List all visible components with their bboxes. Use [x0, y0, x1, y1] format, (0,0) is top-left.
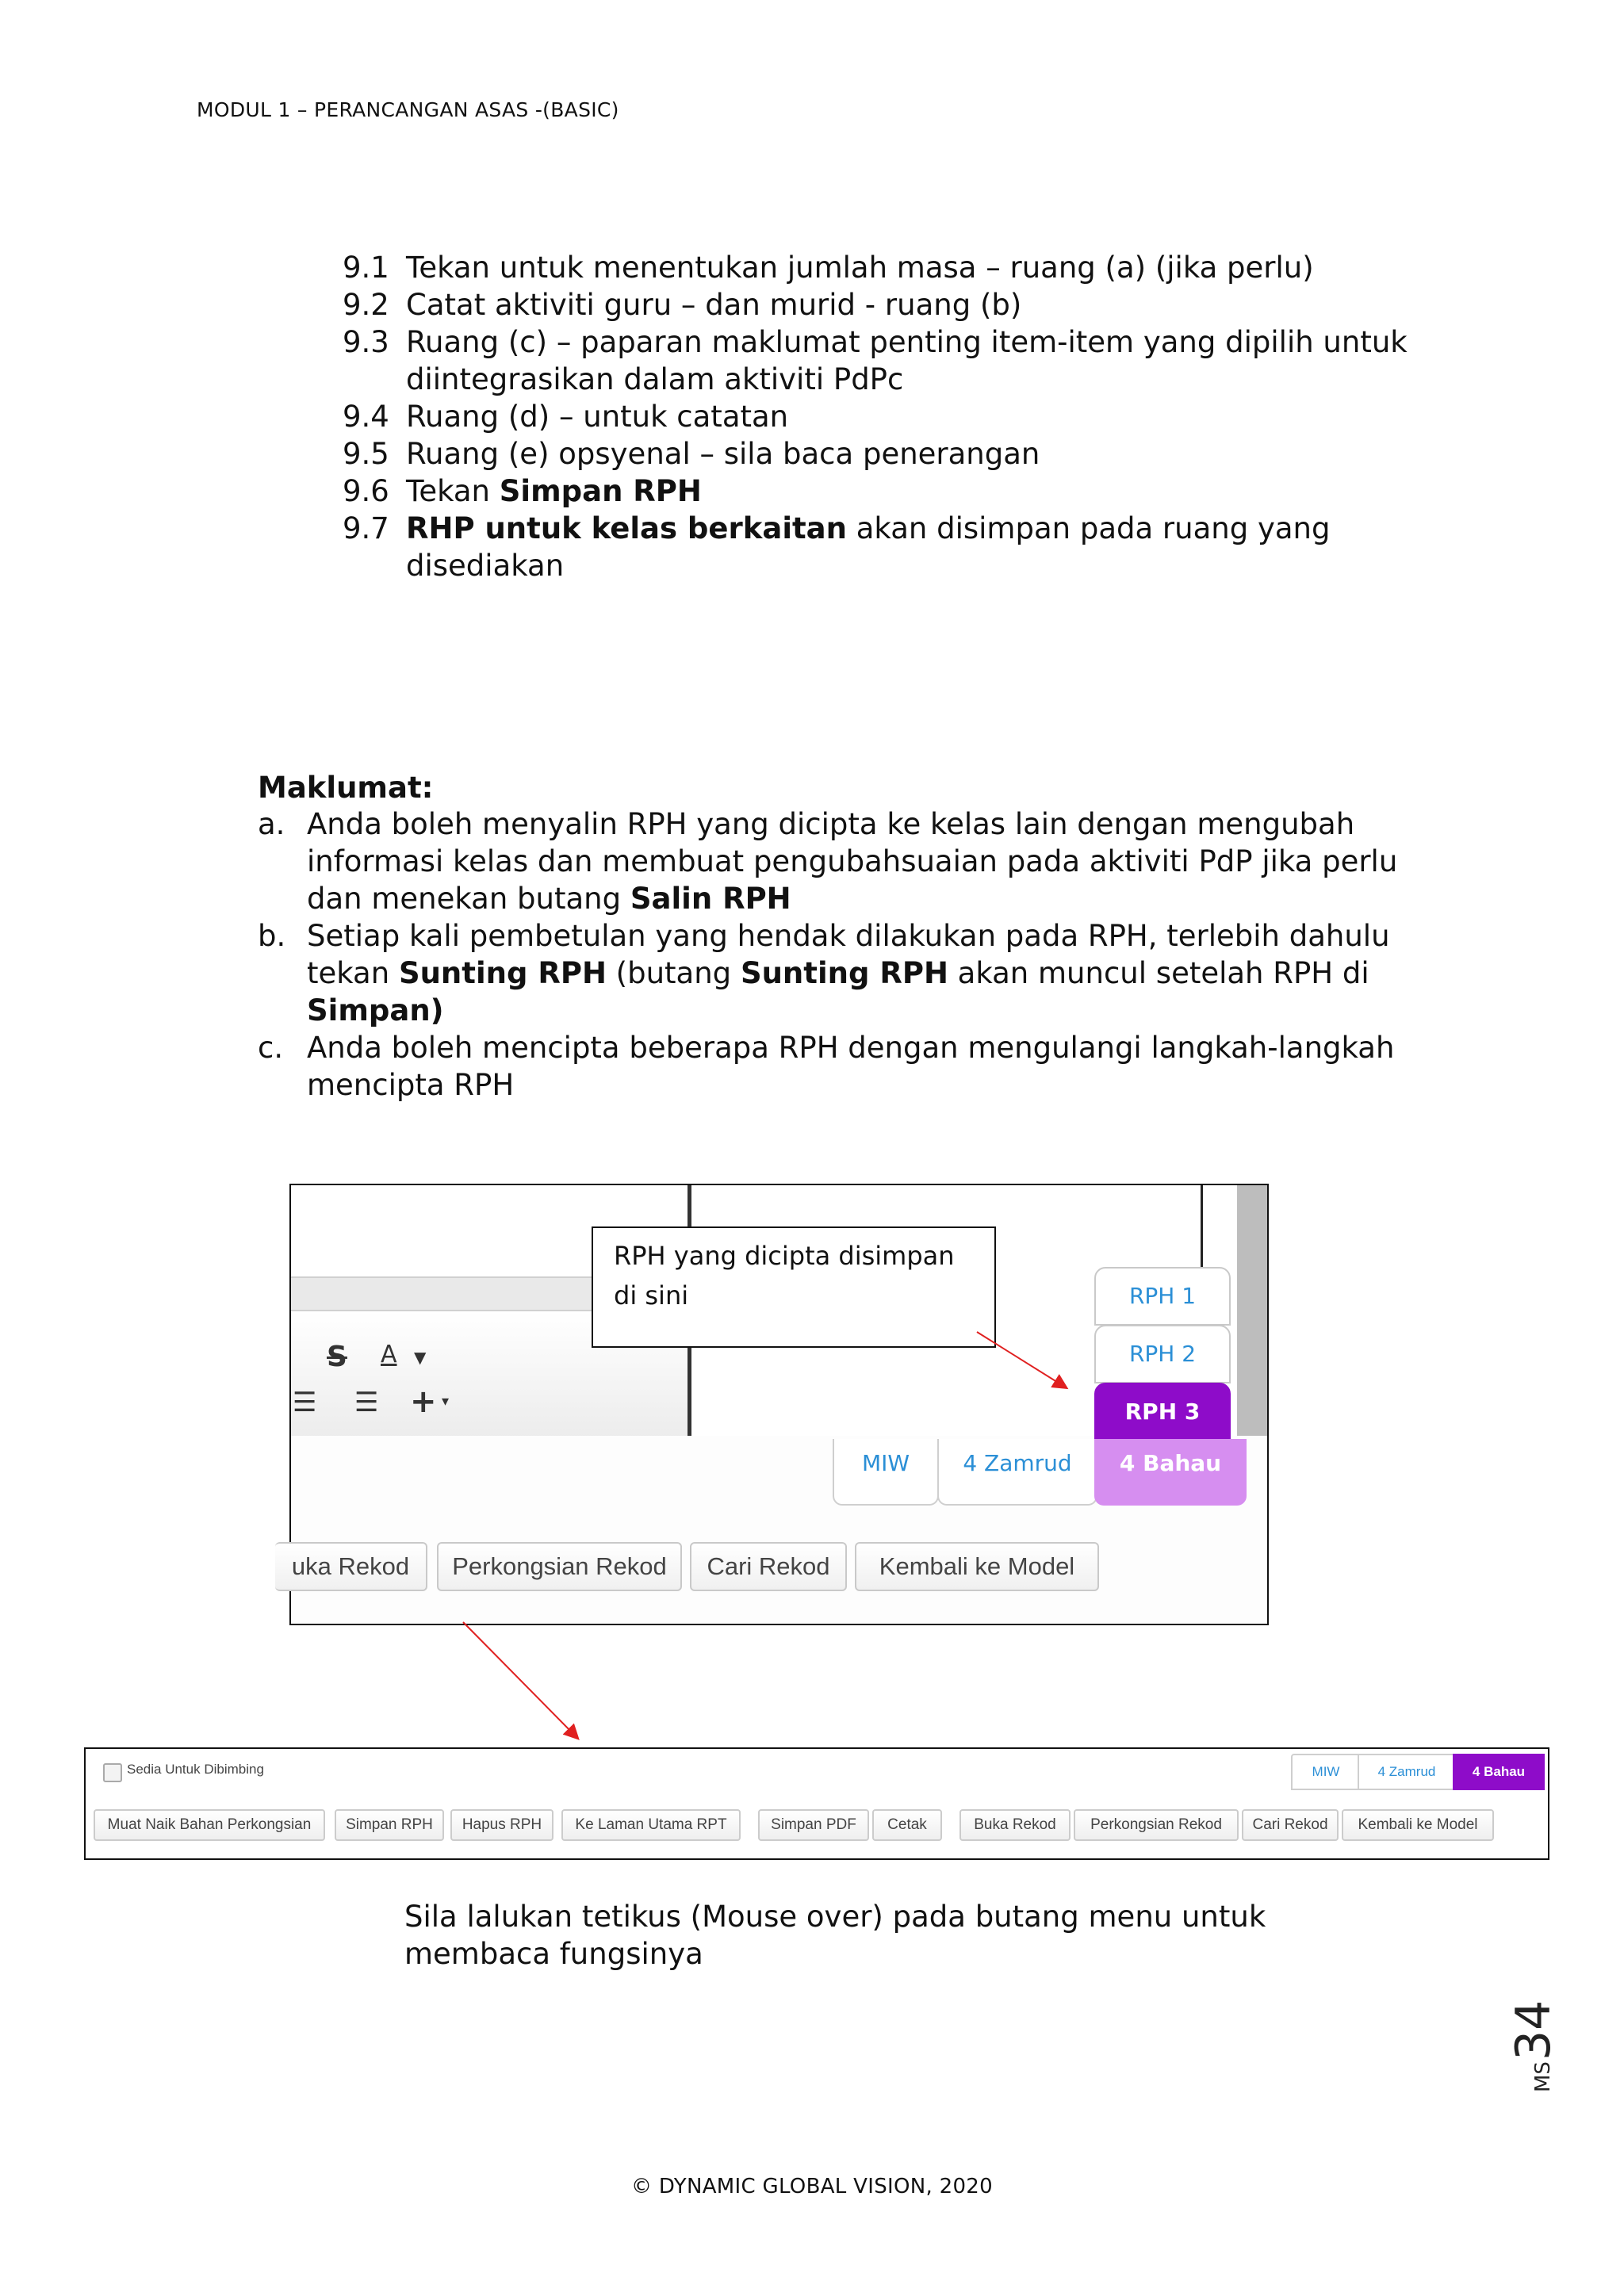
- numbered-list-icon[interactable]: ☰: [354, 1387, 379, 1418]
- step-item: 9.2 Catat aktiviti guru – dan murid - ruang (b): [343, 288, 1022, 322]
- tab-class-miw[interactable]: MIW: [833, 1439, 939, 1506]
- chevron-down-icon[interactable]: ▾: [442, 1393, 450, 1410]
- note-item: a. Anda boleh menyalin RPH yang dicipta ke kelas lain dengan mengubah informasi kelas dan membuat pengubahsuaian pada aktiviti PdP jika perlu dan menekan butang Salin RPH: [258, 807, 1398, 916]
- note-item: c. Anda boleh mencipta beberapa RPH dengan mengulangi langkah-langkah mencipta RPH: [258, 1031, 1395, 1102]
- tab-class-4-bahau[interactable]: 4 Bahau: [1094, 1439, 1247, 1506]
- cari-rekod-button[interactable]: Cari Rekod: [690, 1542, 847, 1591]
- font-color-icon[interactable]: A: [381, 1341, 397, 1368]
- chevron-down-icon[interactable]: ▼: [414, 1348, 427, 1367]
- steps-list: [343, 249, 1437, 584]
- cari-rekod-button[interactable]: Cari Rekod: [1242, 1809, 1339, 1841]
- cetak-button[interactable]: Cetak: [872, 1809, 942, 1841]
- tab-rph-2[interactable]: RPH 2: [1094, 1325, 1231, 1383]
- tab-class-miw[interactable]: MIW: [1291, 1754, 1361, 1790]
- tab-class-4-zamrud[interactable]: 4 Zamrud: [1358, 1754, 1456, 1790]
- step-item: 9.4 Ruang (d) – untuk catatan: [343, 400, 789, 434]
- checkbox-label: Sedia Untuk Dibimbing: [127, 1762, 264, 1777]
- step-item: 9.1 Tekan untuk menentukan jumlah masa – ruang (a) (jika perlu): [343, 251, 1314, 285]
- step-item: 9.5 Ruang (e) opsyenal – sila baca penerangan: [343, 437, 1040, 471]
- ready-checkbox[interactable]: [103, 1763, 122, 1782]
- page-number-value: 34: [1506, 1999, 1561, 2061]
- screenshot-toolbar: [84, 1747, 1549, 1860]
- tab-rph-3[interactable]: RPH 3: [1094, 1383, 1231, 1441]
- perkongsian-rekod-button[interactable]: Perkongsian Rekod: [1074, 1809, 1239, 1841]
- instruction-text: Sila lalukan tetikus (Mouse over) pada butang menu untuk membaca fungsinya: [404, 1900, 1266, 1971]
- step-item: 9.3 Ruang (c) – paparan maklumat penting item-item yang dipilih untuk diintegrasikan dalam aktiviti PdPc: [343, 325, 1408, 396]
- bullet-list-icon[interactable]: ☰: [293, 1387, 317, 1418]
- perkongsian-rekod-button[interactable]: Perkongsian Rekod: [437, 1542, 682, 1591]
- scrollbar[interactable]: [1237, 1185, 1267, 1439]
- buka-rekod-button[interactable]: uka Rekod: [275, 1542, 427, 1591]
- callout-box: RPH yang dicipta disimpan di sini: [592, 1226, 996, 1348]
- ke-laman-utama-button[interactable]: Ke Laman Utama RPT: [561, 1809, 741, 1841]
- simpan-pdf-button[interactable]: Simpan PDF: [758, 1809, 869, 1841]
- hapus-rph-button[interactable]: Hapus RPH: [450, 1809, 553, 1841]
- buka-rekod-button[interactable]: Buka Rekod: [959, 1809, 1071, 1841]
- note-item: b. Setiap kali pembetulan yang hendak dilakukan pada RPH, terlebih dahulu tekan Sunting RPH (butang Sunting RPH akan muncul setelah RPH di Simpan): [258, 919, 1390, 1027]
- plus-icon[interactable]: +: [410, 1383, 437, 1420]
- step-item: 9.6 Tekan Simpan RPH: [343, 474, 702, 508]
- muat-naik-button[interactable]: Muat Naik Bahan Perkongsian: [94, 1809, 325, 1841]
- kembali-ke-model-button[interactable]: Kembali ke Model: [855, 1542, 1099, 1591]
- page-prefix: MS: [1531, 2061, 1555, 2092]
- step-item: 9.7 RHP untuk kelas berkaitan akan disimpan pada ruang yang disediakan: [343, 511, 1331, 583]
- kembali-ke-model-button[interactable]: Kembali ke Model: [1342, 1809, 1494, 1841]
- simpan-rph-button[interactable]: Simpan RPH: [335, 1809, 444, 1841]
- notes-list: [258, 806, 1439, 1104]
- maklumat-title: Maklumat:: [258, 771, 434, 805]
- footer-copyright: © DYNAMIC GLOBAL VISION, 2020: [631, 2175, 993, 2198]
- zoom-arrow: [463, 1622, 577, 1738]
- page-number: [1506, 1986, 1578, 2097]
- tab-rph-1[interactable]: RPH 1: [1094, 1267, 1231, 1326]
- strikethrough-icon[interactable]: S: [327, 1341, 347, 1373]
- tab-class-4-bahau[interactable]: 4 Bahau: [1453, 1754, 1545, 1790]
- page-header: MODUL 1 – PERANCANGAN ASAS -(BASIC): [197, 98, 619, 121]
- tab-class-4-zamrud[interactable]: 4 Zamrud: [937, 1439, 1097, 1506]
